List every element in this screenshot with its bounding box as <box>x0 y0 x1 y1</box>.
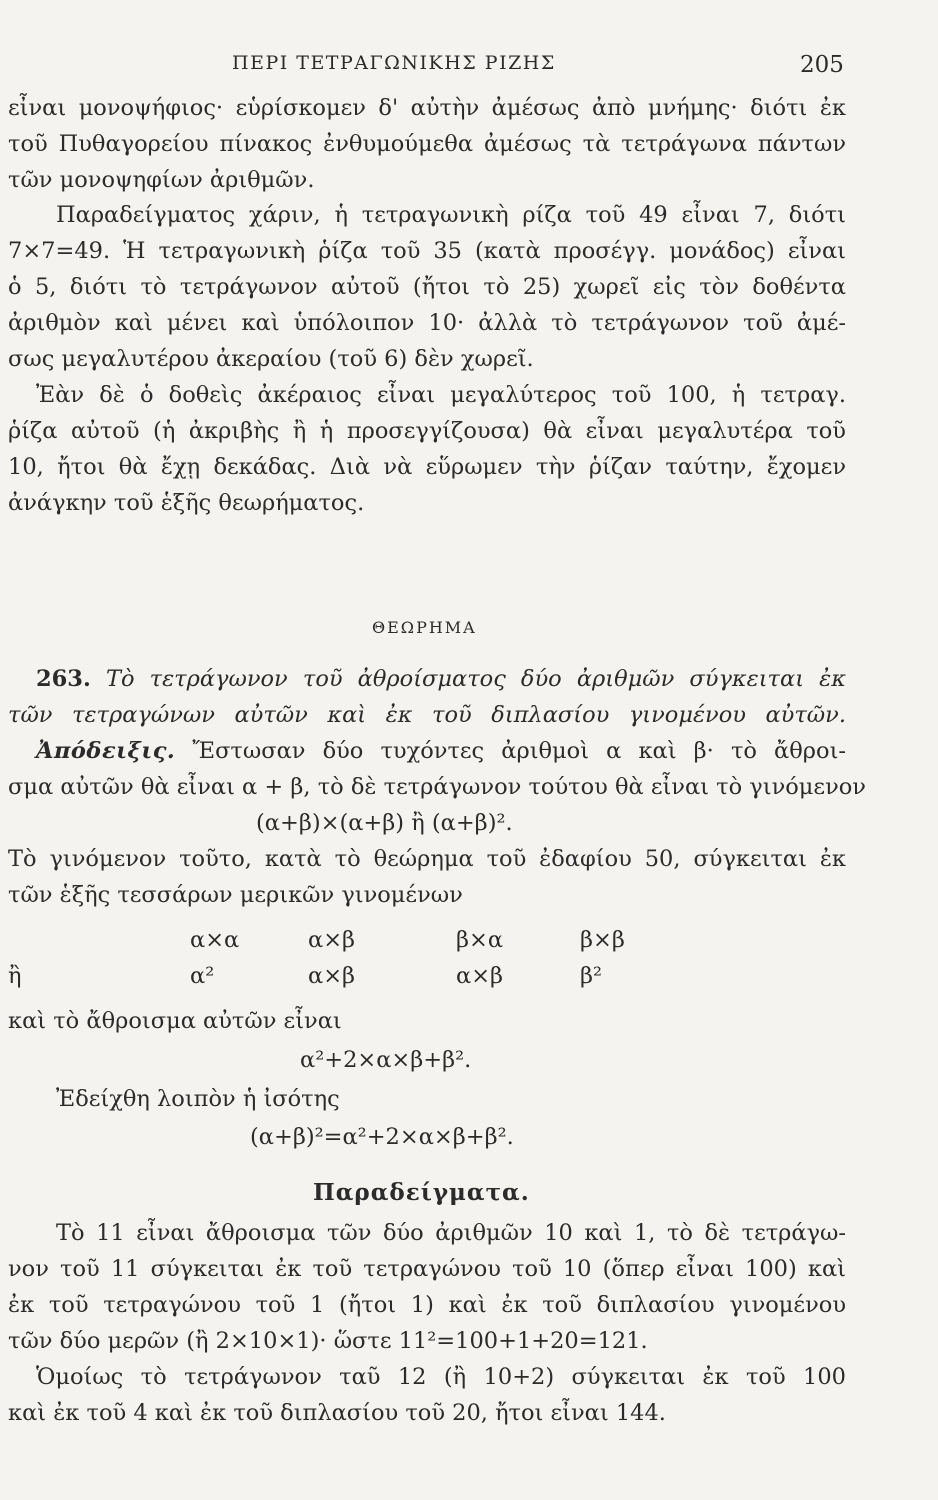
example-line: τῶν δύο μερῶν (ἢ 2×10×1)· ὥστε 11²=100+1+20=121. <box>8 1328 648 1354</box>
partial-product: β×α <box>456 927 504 953</box>
text-line: εἶναι μονοψήφιος· εὑρίσκομεν δ' αὐτὴν ἀμέσως ἀπὸ μνήμης· διότι ἐκ <box>8 95 846 121</box>
row-prefix: ἢ <box>8 963 22 989</box>
example-line: καὶ ἐκ τοῦ 4 καὶ ἐκ τοῦ διπλασίου τοῦ 20, ἤτοι εἶναι 144. <box>8 1400 666 1426</box>
text-line: Παραδείγματος χάριν, ἡ τετραγωνικὴ ρίζα τοῦ 49 εἶναι 7, διότι <box>56 202 846 228</box>
formula-sum: α²+2×α×β+β². <box>300 1047 472 1073</box>
text-line: ἀνάγκην τοῦ ἑξῆς θεωρήματος. <box>8 490 365 516</box>
partial-product: α×β <box>308 927 356 953</box>
partial-product: β² <box>580 963 603 989</box>
page-number: 205 <box>800 52 844 78</box>
proof-line: καὶ τὸ ἄθροισμα αὐτῶν εἶναι <box>8 1008 342 1034</box>
proof-line: τῶν ἑξῆς τεσσάρων μερικῶν γινομένων <box>8 882 463 908</box>
examples-heading: Παραδείγματα. <box>313 1179 530 1206</box>
text-line: ὁ 5, διότι τὸ τετράγωνον αὐτοῦ (ἤτοι τὸ 25) χωρεῖ εἰς τὸν δοθέντα <box>8 274 846 300</box>
partial-product: α×β <box>456 963 504 989</box>
theorem-heading: ΘΕΩΡΗΜΑ <box>372 618 477 637</box>
example-line: Ὁμοίως τὸ τετράγωνον ταῦ 12 (ἢ 10+2) σύγκειται ἐκ τοῦ 100 <box>36 1364 846 1390</box>
partial-product: α×β <box>308 963 356 989</box>
theorem-statement-line <box>36 664 846 694</box>
proof-text: Ἔστωσαν δύο τυχόντες ἀριθμοὶ α καὶ β· τὸ ἄθροι- <box>192 738 846 764</box>
text-line: ἀριθμὸν καὶ μένει καὶ ὑπόλοιπον 10· ἀλλὰ τὸ τετράγωνον τοῦ ἀμέ- <box>8 310 846 336</box>
proof-line <box>36 736 846 766</box>
theorem-statement: Τὸ τετράγωνον τοῦ ἀθροίσματος δύο ἀριθμῶν σύγκειται ἐκ <box>105 666 846 692</box>
proof-label: Ἀπόδειξις. <box>36 738 176 764</box>
text-line: σως μεγαλυτέρου ἀκεραίου (τοῦ 6) δὲν χωρεῖ. <box>8 346 534 372</box>
running-header: ΠΕΡΙ ΤΕΤΡΑΓΩΝΙΚΗΣ ΡΙΖΗΣ <box>232 52 556 74</box>
partial-product: α×α <box>190 927 240 953</box>
text-line: τοῦ Πυθαγορείου πίνακος ἐνθυμούμεθα ἀμέσως τὰ τετράγωνα πάντων <box>8 131 846 157</box>
text-line: 7×7=49. Ἡ τετραγωνικὴ ῥίζα τοῦ 35 (κατὰ προσέγγ. μονάδος) εἶναι <box>8 238 846 264</box>
text-line: 10, ἤτοι θὰ ἔχῃ δεκάδας. Διὰ νὰ εὕρωμεν τὴν ῥίζαν ταύτην, ἔχομεν <box>8 454 846 480</box>
formula-square-product: (α+β)×(α+β) ἢ (α+β)². <box>256 810 513 836</box>
proof-line: Ἐδείχθη λοιπὸν ἡ ἰσότης <box>56 1086 340 1112</box>
theorem-number: 263. <box>36 666 91 692</box>
partial-product: α² <box>190 963 215 989</box>
text-line: τῶν μονοψηφίων ἀριθμῶν. <box>8 167 315 193</box>
example-line: ἐκ τοῦ τετραγώνου τοῦ 1 (ἤτοι 1) καὶ ἐκ τοῦ διπλασίου γινομένου <box>8 1292 846 1318</box>
text-line: Ἐὰν δὲ ὁ δοθεὶς ἀκέραιος εἶναι μεγαλύτερος τοῦ 100, ἡ τετραγ. <box>36 382 846 408</box>
example-line: Τὸ 11 εἶναι ἄθροισμα τῶν δύο ἀριθμῶν 10 καὶ 1, τὸ δὲ τετράγω- <box>56 1220 846 1246</box>
formula-identity: (α+β)²=α²+2×α×β+β². <box>250 1124 514 1150</box>
text-line: ῥίζα αὐτοῦ (ἡ ἀκριβὴς ἢ ἡ προσεγγίζουσα) θὰ εἶναι μεγαλυτέρα τοῦ <box>8 418 846 444</box>
proof-line: Τὸ γινόμενον τοῦτο, κατὰ τὸ θεώρημα τοῦ ἐδαφίου 50, σύγκειται ἐκ <box>8 846 846 872</box>
theorem-statement: τῶν τετραγώνων αὐτῶν καὶ ἐκ τοῦ διπλασίου γινομένου αὐτῶν. <box>8 702 846 728</box>
example-line: νον τοῦ 11 σύγκειται ἐκ τοῦ τετραγώνου τοῦ 10 (ὅπερ εἶναι 100) καὶ <box>8 1256 846 1282</box>
proof-line: σμα αὐτῶν θὰ εἶναι α + β, τὸ δὲ τετράγωνον τούτου θὰ εἶναι τὸ γινόμενον <box>8 774 866 800</box>
partial-product: β×β <box>580 927 625 953</box>
